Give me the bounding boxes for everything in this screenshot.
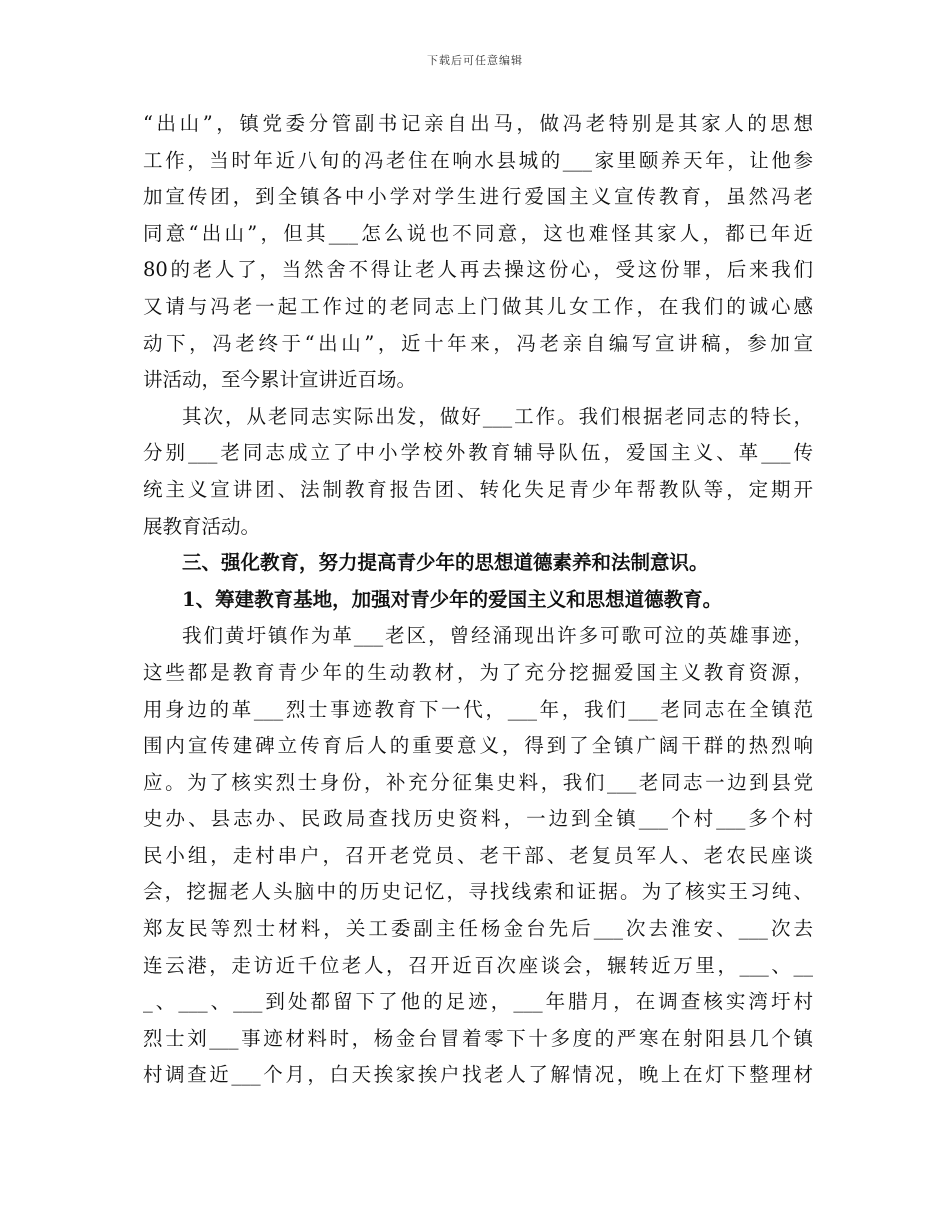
text-line: 村调查近___个月，白天挨家挨户找老人了解情况，晚上在灯下整理材 <box>143 1063 813 1087</box>
text-line: 连云港，走访近千位老人，召开近百次座谈会，辗转近万里，___、__ <box>143 953 813 977</box>
text-line: 其次，从老同志实际出发，做好___工作。我们根据老同志的特长， <box>182 404 813 428</box>
text-line: 烈士刘___事迹材料时，杨金台冒着零下十多度的严寒在射阳县几个镇 <box>143 1026 813 1050</box>
text-line: 同意“出山”，但其___怎么说也不同意，这也难怪其家人，都已年近 <box>143 221 813 245</box>
text-line: 史办、县志办、民政局查找历史资料，一边到全镇___个村___多个村 <box>143 807 813 831</box>
text-line: 我们黄圩镇作为革___老区，曾经涌现出许多可歌可泣的英雄事迹， <box>182 624 813 648</box>
text-line: 围内宣传建碑立传育后人的重要意义，得到了全镇广阔干群的热烈响 <box>143 734 813 758</box>
text-line: 民小组，走村串户，召开老党员、老干部、老复员军人、老农民座谈 <box>143 843 813 867</box>
text-line: 80的老人了，当然舍不得让老人再去操这份心，受这份罪，后来我们 <box>143 258 813 282</box>
document-body <box>143 106 813 1094</box>
subsection-heading: 1、筹建教育基地，加强对青少年的爱国主义和思想道德教育。 <box>182 587 723 611</box>
text-line: 又请与冯老一起工作过的老同志上门做其儿女工作，在我们的诚心感 <box>143 294 813 318</box>
text-line: 加宣传团，到全镇各中小学对学生进行爱国主义宣传教育，虽然冯老 <box>143 185 813 209</box>
text-line: 应。为了核实烈士身份，补充分征集史料，我们___老同志一边到县党 <box>143 770 813 794</box>
text-line: 这些都是教育青少年的生动教材，为了充分挖掘爱国主义教育资源， <box>143 660 813 684</box>
text-line: 用身边的革___烈士事迹教育下一代，___年，我们___老同志在全镇范 <box>143 697 813 721</box>
text-line: 展教育活动。 <box>143 514 261 538</box>
text-line: 讲活动，至今累计宣讲近百场。 <box>143 368 417 392</box>
text-line: 动下，冯老终于“出山”，近十年来，冯老亲自编写宣讲稿，参加宣 <box>143 331 813 355</box>
text-line: “出山”，镇党委分管副书记亲自出马，做冯老特别是其家人的思想 <box>143 112 813 135</box>
text-line: _、___、___到处都留下了他的足迹，___年腊月，在调查核实湾圩村 <box>143 990 813 1014</box>
text-line: 会，挖掘老人头脑中的历史记忆，寻找线索和证据。为了核实王习纯、 <box>143 880 813 904</box>
text-line: 郑友民等烈士材料，关工委副主任杨金台先后___次去淮安、___次去 <box>143 917 813 941</box>
text-line: 分别___老同志成立了中小学校外教育辅导队伍，爱国主义、革___传 <box>143 441 813 465</box>
page-header-note: 下载后可任意编辑 <box>427 54 523 67</box>
text-line: 工作，当时年近八旬的冯老住在响水县城的___家里颐养天年，让他参 <box>143 148 813 172</box>
section-heading: 三、强化教育，努力提高青少年的思想道德素养和法制意识。 <box>182 551 709 575</box>
text-line: 统主义宣讲团、法制教育报告团、转化失足青少年帮教队等，定期开 <box>143 477 813 501</box>
